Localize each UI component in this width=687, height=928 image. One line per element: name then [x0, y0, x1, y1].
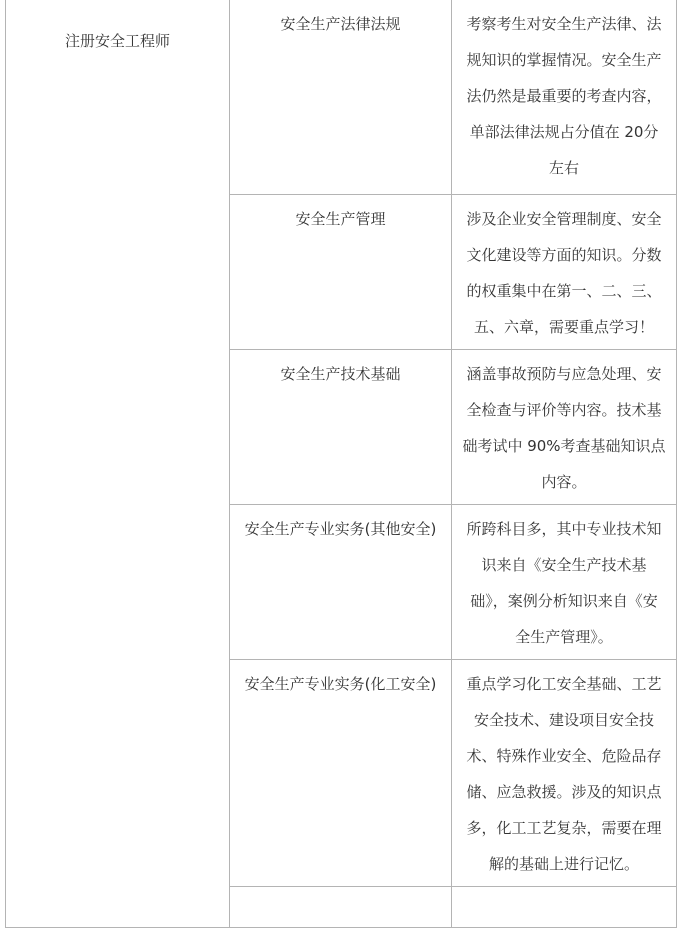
- description-line: 内容。: [541, 473, 587, 491]
- course-name: 安全生产专业实务(其他安全): [244, 520, 437, 538]
- description-line: 全检查与评价等内容。技术基: [466, 401, 662, 419]
- description-line: 础考试中 90%考查基础知识点: [462, 437, 666, 455]
- description-line: 法仍然是最重要的考查内容，: [466, 87, 662, 105]
- course-cell: [230, 0, 452, 195]
- course-name: 安全生产专业实务(化工安全): [244, 675, 437, 693]
- course-cell: [230, 505, 452, 660]
- course-cell: [230, 660, 452, 887]
- course-cell: [230, 195, 452, 350]
- description-line: 重点学习化工安全基础、工艺: [466, 675, 662, 693]
- description-line: 术、特殊作业安全、危险品存: [466, 747, 662, 765]
- description-line: 储、应急救援。涉及的知识点: [466, 783, 662, 801]
- course-name: 安全生产管理: [295, 210, 386, 228]
- description-line: 安全技术、建设项目安全技: [473, 711, 654, 729]
- description-line: 的权重集中在第一、二、三、: [466, 282, 662, 300]
- description-line: 全生产管理》。: [515, 628, 613, 646]
- description-line: 考察考生对安全生产法律、法: [466, 15, 662, 33]
- subject-name: 注册安全工程师: [64, 32, 170, 50]
- course-name: 安全生产技术基础: [280, 365, 401, 383]
- description-line: 识来自《安全生产技术基: [481, 556, 647, 574]
- course-cell: [230, 350, 452, 505]
- description-line: 左右: [548, 159, 579, 177]
- description-line: 础》，案例分析知识来自《安: [470, 592, 658, 610]
- subject-cell: [6, 0, 230, 928]
- description-line: 五、六章，需要重点学习！: [473, 318, 654, 336]
- description-line: 涵盖事故预防与应急处理、安: [466, 365, 662, 383]
- description-line: 文化建设等方面的知识。分数: [466, 246, 662, 264]
- description-line: 规知识的掌握情况。安全生产: [466, 51, 662, 69]
- description-cell: [452, 660, 677, 887]
- description-line: 解的基础上进行记忆。: [488, 855, 639, 873]
- exam-subjects-table: [5, 0, 677, 928]
- description-line: 涉及企业安全管理制度、安全: [466, 210, 662, 228]
- description-line: 单部法律法规占分值在 20分: [469, 123, 659, 141]
- course-name: 安全生产法律法规: [280, 15, 401, 33]
- description-line: 多，化工工艺复杂，需要在理: [466, 819, 662, 837]
- description-cell: [452, 505, 677, 660]
- description-line: 所跨科目多，其中专业技术知: [466, 520, 662, 538]
- description-cell: [452, 350, 677, 505]
- description-cell: [452, 0, 677, 195]
- description-cell: [452, 195, 677, 350]
- table-row: [6, 0, 677, 195]
